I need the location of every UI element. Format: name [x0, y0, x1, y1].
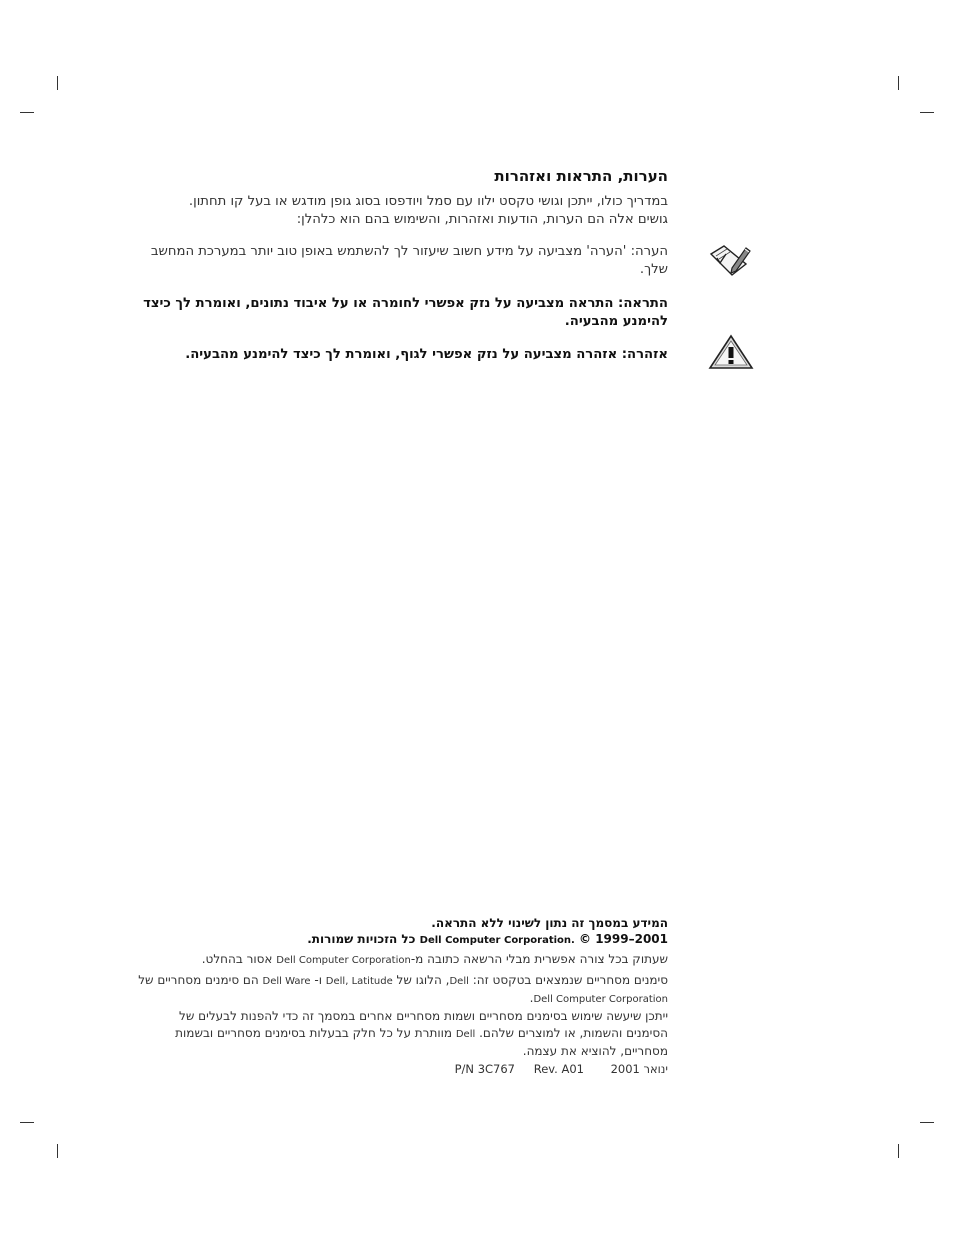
crop-mark-top-right-vertical	[898, 76, 899, 90]
trademark-dell-latitude: Dell, Latitude	[325, 976, 393, 987]
other-trademarks-notice	[138, 1008, 668, 1060]
reproduction-notice	[138, 951, 668, 969]
note-pencil-icon	[708, 242, 752, 278]
reproduction-text-b: אסור בהחלט.	[201, 952, 277, 966]
trademarks-text-a: סימנים מסחריים שנמצאים בטקסט זה:	[468, 973, 668, 987]
copyright-company: Dell Computer Corporation.	[419, 935, 575, 946]
crop-mark-top-left-horizontal	[20, 112, 34, 113]
intro-line-1: במדריך כולו, ייתכן וגושי טקסט ילוו עם סמל ויודפסו בסוג גופן מודגש או בעל קו תחתון.	[188, 194, 668, 209]
footer-date: ינואר 2001	[610, 1062, 668, 1076]
intro-line-2: גושים אלה הם הערות, הודעות ואזהרות, והשימוש בהם הוא כלהלן:	[296, 212, 668, 227]
trademarks-text-c: ו-	[310, 973, 326, 987]
trademarks-text-d: הם סימנים מסחריים של	[138, 973, 263, 987]
reproduction-company: Dell Computer Corporation	[276, 955, 411, 966]
other-marks-dell: Dell	[455, 1029, 476, 1040]
crop-mark-bottom-left-horizontal	[20, 1122, 34, 1123]
crop-mark-bottom-right-horizontal	[920, 1122, 934, 1123]
caution-text: התראה: התראה מצביעה על נזק אפשרי לחומרה או על איבוד נתונים, ואומרת לך כיצד להימנע מהבעיה.	[143, 296, 668, 329]
note-text: הערה: 'הערה' מצביעה על מידע חשוב שיעזור לך להשתמש באופן טוב יותר במערכת המחשב שלך.	[150, 244, 668, 277]
warning-triangle-icon	[708, 334, 754, 370]
footer-part-number: P/N 3C767	[454, 1062, 515, 1076]
trademark-company: Dell Computer Corporation	[533, 994, 668, 1005]
document-footer	[440, 1062, 668, 1078]
section-title: הערות, התראות ואזהרות	[494, 167, 668, 185]
trademark-dell: Dell	[449, 976, 469, 987]
reproduction-text-a: שעתוק בכל צורה אפשרית מבלי הרשאה כתובה מ-	[410, 952, 668, 966]
crop-mark-top-left-vertical	[57, 76, 58, 90]
other-marks-text-b: מוותרת על כל חלק בבעלות בסימנים מסחריים ובשמות מסחריים, להוציא את עצמה.	[175, 1026, 668, 1058]
trademarks-notice	[138, 972, 668, 1008]
warning-text: אזהרה: אזהרה מצביעה על נזק אפשרי לגוף, ואומרת לך כיצד להימנע מהבעיה.	[185, 347, 668, 362]
copyright-rights: כל הזכויות שמורות.	[307, 932, 416, 946]
trademark-dell-ware: Dell Ware	[262, 976, 311, 987]
other-marks-text-a: ייתכן שיעשה שימוש בסימנים מסחריים ושמות מסחריים אחרים במסמך זה כדי להפנות לבעלים של הסימנים והשמות, או למוצרים שלהם.	[179, 1009, 668, 1040]
crop-mark-bottom-left-vertical	[57, 1144, 58, 1158]
crop-mark-bottom-right-vertical	[898, 1144, 899, 1158]
change-notice: המידע במסמך זה נתון לשינוי ללא התראה.	[431, 916, 668, 930]
intro-paragraph	[138, 193, 668, 229]
footer-revision: Rev. A01	[533, 1062, 584, 1076]
crop-mark-top-right-horizontal	[920, 112, 934, 113]
trademarks-text-e: .	[529, 991, 534, 1005]
trademarks-text-b: , הלוגו של	[392, 973, 450, 987]
copyright-line	[138, 931, 668, 949]
copyright-years: © 1999–2001	[579, 932, 668, 946]
